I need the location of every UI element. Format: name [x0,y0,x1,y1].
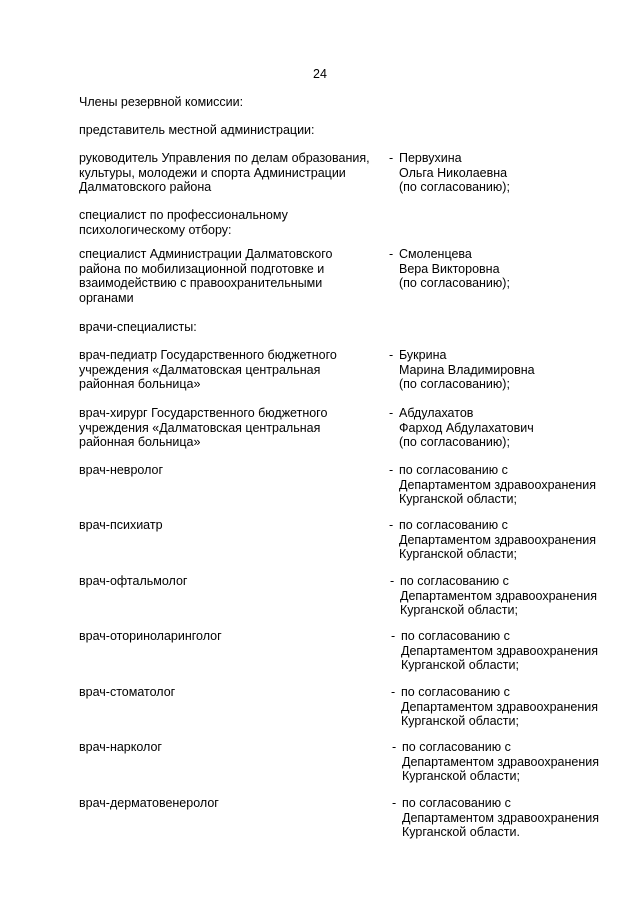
commission-heading: Члены резервной комиссии: [79,95,244,109]
member-role: врач-невролог [79,463,164,477]
member-role: врач-оториноларинголог [79,629,222,643]
dash: - [389,518,394,532]
dash: - [390,574,395,588]
member-person: - по согласованию с Департаментом здравоохранения Курганской области; [390,574,597,617]
member-role: врач-психиатр [79,518,163,532]
member-person: - Абдулахатов Фарход Абдулахатович (по согласованию); [389,406,534,449]
dash: - [389,348,394,362]
member-role: врач-хирург Государственного бюджетного учреждения «Далматовская центральная районная больница» [79,406,328,449]
page-number: 24 [313,67,327,81]
dash: - [391,685,396,699]
section-admin-heading: представитель местной администрации: [79,123,315,137]
dash: - [389,247,394,261]
member-person: - по согласованию с Департаментом здравоохранения Курганской области; [391,685,598,728]
member-role: специалист Администрации Далматовского района по мобилизационной подготовке и взаимодействию с правоохранительными органами [79,247,333,305]
member-person: - Смоленцева Вера Викторовна (по согласованию); [389,247,510,290]
section-doctors-heading: врачи-специалисты: [79,320,197,334]
dash: - [392,796,397,810]
member-role: врач-офтальмолог [79,574,188,588]
member-role: врач-стоматолог [79,685,176,699]
member-role: врач-педиатр Государственного бюджетного учреждения «Далматовская центральная районная больница» [79,348,337,391]
member-person: - по согласованию с Департаментом здравоохранения Курганской области; [392,740,599,783]
member-person: - по согласованию с Департаментом здравоохранения Курганской области; [389,518,596,561]
member-role: руководитель Управления по делам образования, культуры, молодежи и спорта Администрации Далматовского района [79,151,370,194]
section-psych-heading: специалист по профессиональному психологическому отбору: [79,208,288,237]
dash: - [389,463,394,477]
member-person: - по согласованию с Департаментом здравоохранения Курганской области; [391,629,598,672]
dash: - [392,740,397,754]
member-role: врач-дерматовенеролог [79,796,219,810]
dash: - [389,151,394,165]
dash: - [391,629,396,643]
member-person: - Первухина Ольга Николаевна (по согласованию); [389,151,510,194]
member-person: - по согласованию с Департаментом здравоохранения Курганской области; [389,463,596,506]
member-role: врач-нарколог [79,740,162,754]
member-person: - по согласованию с Департаментом здравоохранения Курганской области. [392,796,599,839]
member-person: - Букрина Марина Владимировна (по согласованию); [389,348,535,391]
dash: - [389,406,394,420]
